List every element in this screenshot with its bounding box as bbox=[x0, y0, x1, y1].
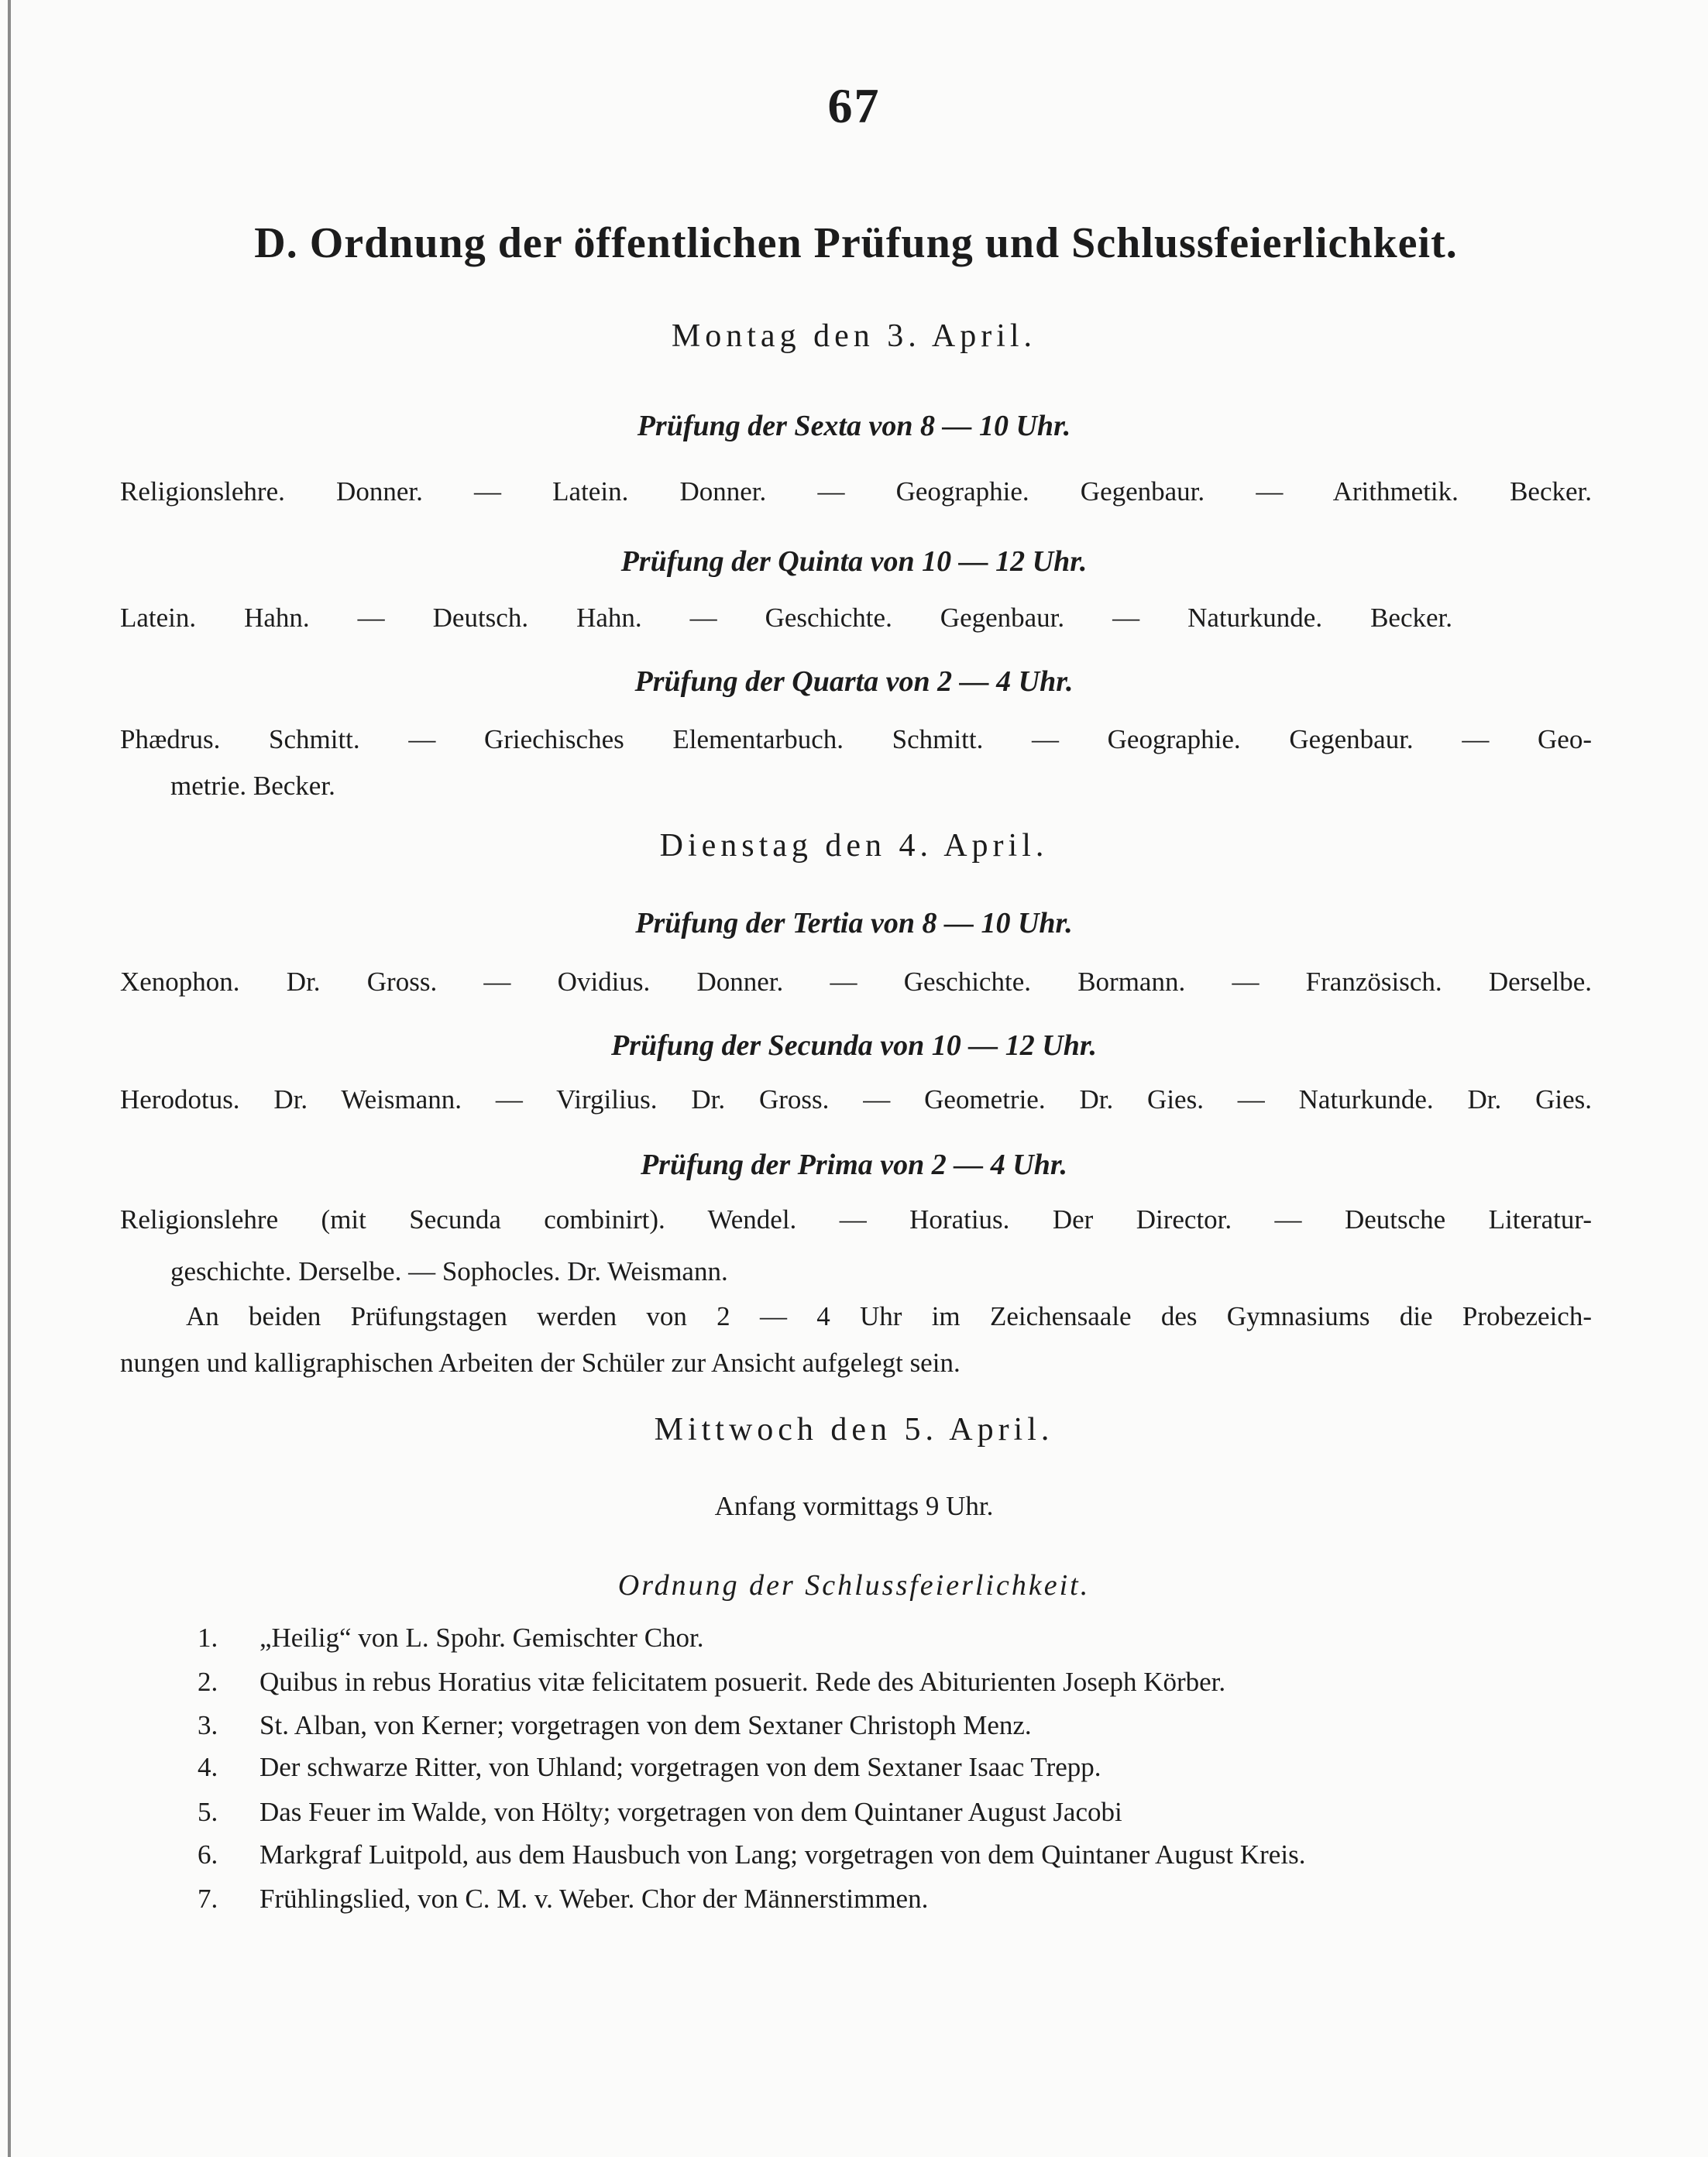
exam-line-secunda: Herodotus. Dr. Weismann. — Virgilius. Dr. Gross. — Geometrie. Dr. Gies. — Naturkunde. Dr. Gies. bbox=[120, 1084, 1592, 1115]
exam-line-quarta-1: Phædrus. Schmitt. — Griechisches Elementarbuch. Schmitt. — Geographie. Gegenbaur. — Geo- bbox=[120, 724, 1592, 754]
section-title: D. Ordnung der öffentlichen Prüfung und Schlussfeierlichkeit. bbox=[254, 219, 1458, 267]
ceremony-item-number: 4. bbox=[198, 1752, 218, 1782]
exam-heading-sexta: Prüfung der Sexta von 8 — 10 Uhr. bbox=[637, 410, 1071, 442]
exam-heading-prima: Prüfung der Prima von 2 — 4 Uhr. bbox=[640, 1149, 1068, 1181]
exam-line-tertia: Xenophon. Dr. Gross. — Ovidius. Donner. — Geschichte. Bormann. — Französisch. Derselbe. bbox=[120, 967, 1592, 997]
ceremony-heading: Ordnung der Schlussfeierlichkeit. bbox=[617, 1569, 1091, 1602]
ceremony-item-number: 1. bbox=[198, 1623, 218, 1653]
ceremony-item-text: „Heilig“ von L. Spohr. Gemischter Chor. bbox=[259, 1623, 704, 1653]
ceremony-item-text: Markgraf Luitpold, aus dem Hausbuch von Lang; vorgetragen von dem Quintaner August Kreis. bbox=[259, 1839, 1306, 1870]
ceremony-item bbox=[198, 1623, 704, 1654]
exam-heading-tertia: Prüfung der Tertia von 8 — 10 Uhr. bbox=[635, 907, 1073, 939]
ceremony-item-number: 2. bbox=[198, 1667, 218, 1697]
ceremony-item-number: 6. bbox=[198, 1839, 218, 1870]
day-heading-monday: Montag den 3. April. bbox=[671, 318, 1037, 354]
exam-line-sexta: Religionslehre. Donner. — Latein. Donner. — Geographie. Gegenbaur. — Arithmetik. Becker. bbox=[120, 476, 1592, 507]
ceremony-item-number: 7. bbox=[198, 1884, 218, 1914]
exam-heading-secunda: Prüfung der Secunda von 10 — 12 Uhr. bbox=[610, 1029, 1098, 1062]
note-line-2: nungen und kalligraphischen Arbeiten der Schüler zur Ansicht aufgelegt sein. bbox=[120, 1348, 961, 1378]
day-heading-wednesday: Mittwoch den 5. April. bbox=[654, 1412, 1054, 1448]
ceremony-item bbox=[198, 1839, 1305, 1870]
page-number: 67 bbox=[827, 78, 881, 133]
ceremony-item-text: Das Feuer im Walde, von Hölty; vorgetragen von dem Quintaner August Jacobi bbox=[259, 1797, 1122, 1827]
exam-line-prima-1: Religionslehre (mit Secunda combinirt). Wendel. — Horatius. Der Director. — Deutsche Literatur- bbox=[120, 1204, 1592, 1235]
ceremony-item-text: Der schwarze Ritter, von Uhland; vorgetragen von dem Sextaner Isaac Trepp. bbox=[259, 1752, 1101, 1782]
ceremony-item bbox=[198, 1884, 928, 1915]
note-line-1: An beiden Prüfungstagen werden von 2 — 4 Uhr im Zeichensaale des Gymnasiums die Probezeich- bbox=[186, 1301, 1592, 1331]
ceremony-item-text: St. Alban, von Kerner; vorgetragen von dem Sextaner Christoph Menz. bbox=[259, 1710, 1032, 1740]
ceremony-item-text: Quibus in rebus Horatius vitæ felicitatem posuerit. Rede des Abiturienten Joseph Körber. bbox=[259, 1667, 1226, 1697]
exam-line-quarta-2: metrie. Becker. bbox=[170, 771, 335, 801]
exam-line-quinta: Latein. Hahn. — Deutsch. Hahn. — Geschichte. Gegenbaur. — Naturkunde. Becker. bbox=[120, 603, 1452, 633]
ceremony-item bbox=[198, 1752, 1101, 1783]
exam-heading-quinta: Prüfung der Quinta von 10 — 12 Uhr. bbox=[620, 545, 1088, 578]
exam-line-prima-2: geschichte. Derselbe. — Sophocles. Dr. Weismann. bbox=[170, 1256, 728, 1286]
day-heading-tuesday: Dienstag den 4. April. bbox=[659, 828, 1049, 864]
exam-heading-quarta: Prüfung der Quarta von 2 — 4 Uhr. bbox=[634, 665, 1074, 698]
ceremony-item-text: Frühlingslied, von C. M. v. Weber. Chor der Männerstimmen. bbox=[259, 1884, 929, 1914]
ceremony-start-time: Anfang vormittags 9 Uhr. bbox=[714, 1491, 994, 1521]
ceremony-item-number: 5. bbox=[198, 1797, 218, 1827]
ceremony-item bbox=[198, 1797, 1122, 1828]
ceremony-item-number: 3. bbox=[198, 1710, 218, 1740]
ceremony-item bbox=[198, 1710, 1032, 1741]
ceremony-item bbox=[198, 1667, 1225, 1698]
